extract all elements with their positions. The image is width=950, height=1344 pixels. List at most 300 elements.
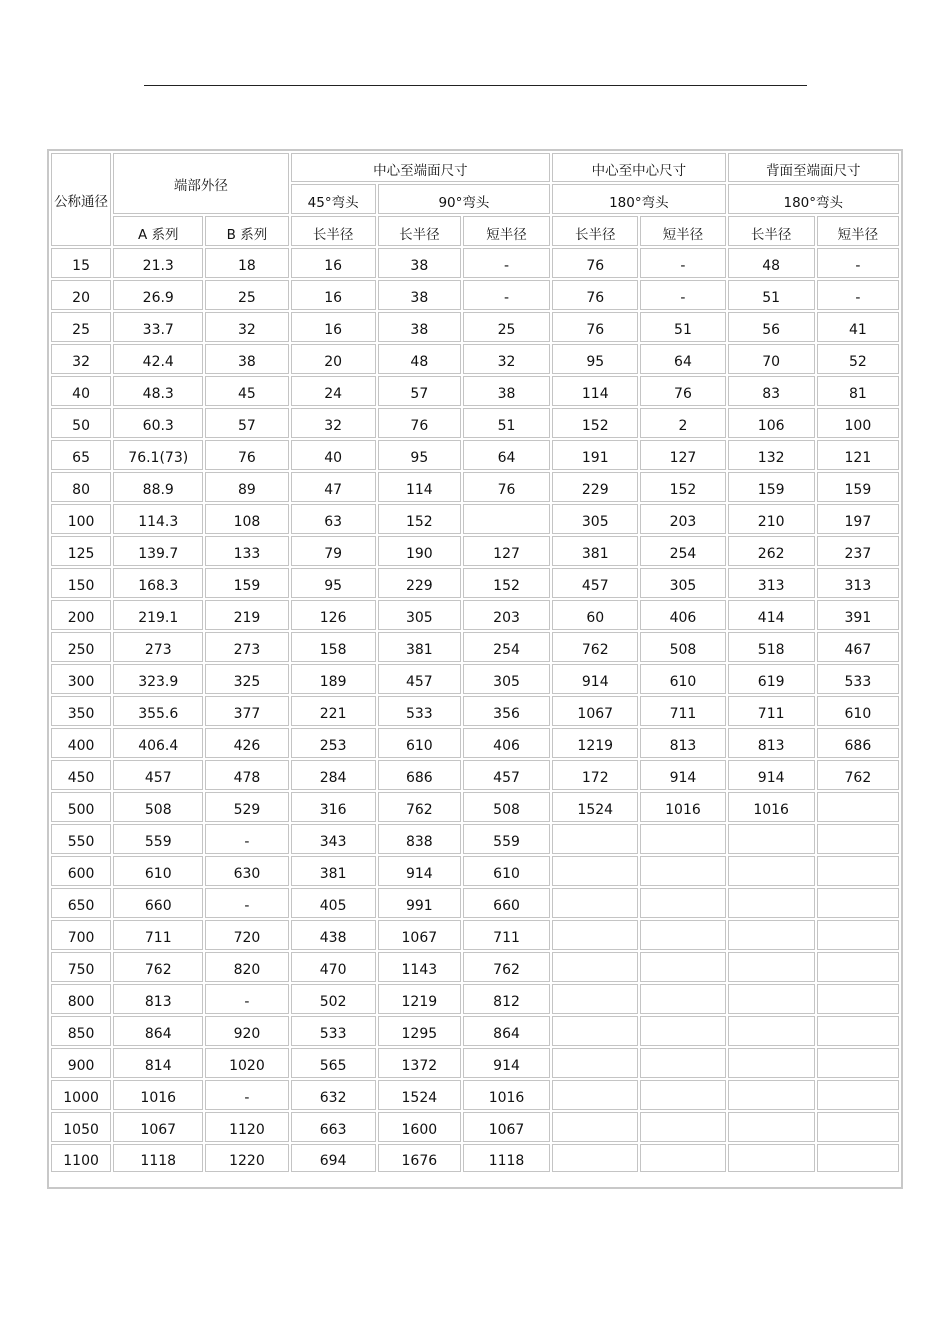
cell-180-back-long: 83 bbox=[728, 376, 815, 406]
cell-series-b-od: - bbox=[205, 984, 288, 1014]
cell-45-long: 158 bbox=[291, 632, 376, 662]
header-end-outer-diameter: 端部外径 bbox=[113, 153, 288, 214]
cell-90-long: 1295 bbox=[378, 1016, 461, 1046]
header-long-radius-45: 长半径 bbox=[291, 216, 376, 246]
cell-180-back-long: 56 bbox=[728, 312, 815, 342]
table-row bbox=[51, 696, 899, 726]
table-row bbox=[51, 856, 899, 886]
cell-series-b-od: 920 bbox=[205, 1016, 288, 1046]
cell-90-short: 25 bbox=[463, 312, 550, 342]
cell-180-center-short bbox=[640, 1016, 725, 1046]
cell-180-back-short: - bbox=[817, 280, 899, 310]
table-row bbox=[51, 760, 899, 790]
cell-series-b-od: 32 bbox=[205, 312, 288, 342]
cell-180-center-short bbox=[640, 1144, 725, 1172]
cell-45-long: 316 bbox=[291, 792, 376, 822]
cell-90-long: 76 bbox=[378, 408, 461, 438]
cell-45-long: 189 bbox=[291, 664, 376, 694]
cell-45-long: 16 bbox=[291, 312, 376, 342]
cell-90-long: 114 bbox=[378, 472, 461, 502]
cell-nominal: 750 bbox=[51, 952, 111, 982]
cell-series-a-od: 1067 bbox=[113, 1112, 203, 1142]
cell-180-back-long: 711 bbox=[728, 696, 815, 726]
cell-180-back-short: 100 bbox=[817, 408, 899, 438]
cell-series-a-od: 139.7 bbox=[113, 536, 203, 566]
cell-series-b-od: 1020 bbox=[205, 1048, 288, 1078]
cell-180-center-long bbox=[552, 1144, 638, 1172]
cell-180-back-short bbox=[817, 792, 899, 822]
cell-nominal: 300 bbox=[51, 664, 111, 694]
cell-180-back-short: 41 bbox=[817, 312, 899, 342]
cell-180-center-short bbox=[640, 952, 725, 982]
table-row bbox=[51, 1016, 899, 1046]
table-row bbox=[51, 312, 899, 342]
header-long-radius-180-center: 长半径 bbox=[552, 216, 638, 246]
table-body bbox=[51, 248, 899, 1172]
cell-nominal: 500 bbox=[51, 792, 111, 822]
cell-180-center-long: 229 bbox=[552, 472, 638, 502]
cell-180-center-short: 508 bbox=[640, 632, 725, 662]
cell-nominal: 850 bbox=[51, 1016, 111, 1046]
cell-180-back-long: 159 bbox=[728, 472, 815, 502]
cell-180-back-long bbox=[728, 1112, 815, 1142]
table-row bbox=[51, 568, 899, 598]
cell-180-back-short: 159 bbox=[817, 472, 899, 502]
cell-45-long: 16 bbox=[291, 280, 376, 310]
cell-series-a-od: 21.3 bbox=[113, 248, 203, 278]
cell-180-back-long: 106 bbox=[728, 408, 815, 438]
table-row bbox=[51, 952, 899, 982]
cell-45-long: 63 bbox=[291, 504, 376, 534]
cell-180-center-long: 457 bbox=[552, 568, 638, 598]
cell-series-a-od: 610 bbox=[113, 856, 203, 886]
dimension-table bbox=[49, 151, 901, 1174]
cell-series-a-od: 864 bbox=[113, 1016, 203, 1046]
cell-series-a-od: 42.4 bbox=[113, 344, 203, 374]
cell-90-long: 95 bbox=[378, 440, 461, 470]
cell-180-back-short: 391 bbox=[817, 600, 899, 630]
table-row bbox=[51, 408, 899, 438]
cell-180-back-long: 70 bbox=[728, 344, 815, 374]
cell-nominal: 900 bbox=[51, 1048, 111, 1078]
cell-series-b-od: 1120 bbox=[205, 1112, 288, 1142]
cell-180-center-long: 152 bbox=[552, 408, 638, 438]
cell-nominal: 350 bbox=[51, 696, 111, 726]
cell-nominal: 25 bbox=[51, 312, 111, 342]
cell-nominal: 100 bbox=[51, 504, 111, 534]
cell-180-center-long bbox=[552, 1048, 638, 1078]
table-row bbox=[51, 536, 899, 566]
cell-90-long: 533 bbox=[378, 696, 461, 726]
cell-180-center-long bbox=[552, 1112, 638, 1142]
cell-nominal: 1100 bbox=[51, 1144, 111, 1172]
cell-90-long: 838 bbox=[378, 824, 461, 854]
header-long-radius-180-back: 长半径 bbox=[728, 216, 815, 246]
cell-series-a-od: 813 bbox=[113, 984, 203, 1014]
cell-90-long: 762 bbox=[378, 792, 461, 822]
table-row bbox=[51, 1048, 899, 1078]
cell-180-back-short bbox=[817, 1080, 899, 1110]
cell-nominal: 400 bbox=[51, 728, 111, 758]
cell-45-long: 32 bbox=[291, 408, 376, 438]
cell-180-center-short: 64 bbox=[640, 344, 725, 374]
cell-series-a-od: 88.9 bbox=[113, 472, 203, 502]
table-row bbox=[51, 376, 899, 406]
cell-90-short: 406 bbox=[463, 728, 550, 758]
table-row bbox=[51, 1080, 899, 1110]
cell-90-long: 1676 bbox=[378, 1144, 461, 1172]
cell-nominal: 550 bbox=[51, 824, 111, 854]
cell-90-long: 457 bbox=[378, 664, 461, 694]
cell-series-a-od: 114.3 bbox=[113, 504, 203, 534]
cell-45-long: 126 bbox=[291, 600, 376, 630]
cell-series-b-od: 478 bbox=[205, 760, 288, 790]
cell-45-long: 502 bbox=[291, 984, 376, 1014]
cell-180-center-short bbox=[640, 984, 725, 1014]
cell-180-center-long: 191 bbox=[552, 440, 638, 470]
cell-45-long: 470 bbox=[291, 952, 376, 982]
cell-90-short: 51 bbox=[463, 408, 550, 438]
cell-series-b-od: 720 bbox=[205, 920, 288, 950]
cell-nominal: 200 bbox=[51, 600, 111, 630]
cell-180-back-short: - bbox=[817, 248, 899, 278]
header-short-radius-180-center: 短半径 bbox=[640, 216, 725, 246]
cell-180-back-short bbox=[817, 1144, 899, 1172]
cell-90-long: 38 bbox=[378, 280, 461, 310]
cell-45-long: 40 bbox=[291, 440, 376, 470]
cell-90-long: 686 bbox=[378, 760, 461, 790]
cell-180-center-short: 914 bbox=[640, 760, 725, 790]
cell-45-long: 632 bbox=[291, 1080, 376, 1110]
cell-nominal: 150 bbox=[51, 568, 111, 598]
cell-180-center-short: 305 bbox=[640, 568, 725, 598]
cell-series-a-od: 508 bbox=[113, 792, 203, 822]
cell-series-b-od: 133 bbox=[205, 536, 288, 566]
cell-180-back-long: 1016 bbox=[728, 792, 815, 822]
cell-series-a-od: 168.3 bbox=[113, 568, 203, 598]
cell-series-b-od: 273 bbox=[205, 632, 288, 662]
cell-series-b-od: - bbox=[205, 888, 288, 918]
header-long-radius-90: 长半径 bbox=[378, 216, 461, 246]
cell-series-a-od: 273 bbox=[113, 632, 203, 662]
cell-series-b-od: 630 bbox=[205, 856, 288, 886]
cell-series-a-od: 219.1 bbox=[113, 600, 203, 630]
cell-180-center-short: 711 bbox=[640, 696, 725, 726]
cell-90-short: 152 bbox=[463, 568, 550, 598]
header-elbow-90: 90°弯头 bbox=[378, 184, 550, 214]
cell-180-back-short bbox=[817, 888, 899, 918]
cell-90-short: 1016 bbox=[463, 1080, 550, 1110]
header-nominal-diameter: 公称通径 bbox=[51, 153, 111, 246]
cell-90-short: 356 bbox=[463, 696, 550, 726]
cell-series-b-od: 76 bbox=[205, 440, 288, 470]
cell-180-back-long: 914 bbox=[728, 760, 815, 790]
cell-90-short: - bbox=[463, 248, 550, 278]
table-row bbox=[51, 344, 899, 374]
header-elbow-180-back: 180°弯头 bbox=[728, 184, 899, 214]
cell-180-back-short: 686 bbox=[817, 728, 899, 758]
cell-180-back-long bbox=[728, 888, 815, 918]
cell-180-center-short bbox=[640, 1080, 725, 1110]
cell-series-a-od: 60.3 bbox=[113, 408, 203, 438]
cell-180-center-long: 76 bbox=[552, 248, 638, 278]
cell-180-back-short: 237 bbox=[817, 536, 899, 566]
cell-180-center-short: - bbox=[640, 280, 725, 310]
cell-90-short: 762 bbox=[463, 952, 550, 982]
cell-series-a-od: 660 bbox=[113, 888, 203, 918]
table-row bbox=[51, 600, 899, 630]
cell-90-long: 190 bbox=[378, 536, 461, 566]
cell-series-a-od: 1118 bbox=[113, 1144, 203, 1172]
header-elbow-45: 45°弯头 bbox=[291, 184, 376, 214]
cell-180-center-short bbox=[640, 920, 725, 950]
cell-180-back-long bbox=[728, 856, 815, 886]
cell-45-long: 47 bbox=[291, 472, 376, 502]
cell-nominal: 40 bbox=[51, 376, 111, 406]
cell-45-long: 79 bbox=[291, 536, 376, 566]
cell-180-center-long bbox=[552, 920, 638, 950]
cell-180-center-short: 152 bbox=[640, 472, 725, 502]
cell-45-long: 20 bbox=[291, 344, 376, 374]
cell-series-a-od: 48.3 bbox=[113, 376, 203, 406]
header-series-b: B 系列 bbox=[205, 216, 288, 246]
cell-90-short: 864 bbox=[463, 1016, 550, 1046]
cell-90-short: 711 bbox=[463, 920, 550, 950]
cell-180-back-long: 813 bbox=[728, 728, 815, 758]
header-back-to-end: 背面至端面尺寸 bbox=[728, 153, 899, 182]
cell-180-center-short bbox=[640, 824, 725, 854]
cell-180-center-short: 406 bbox=[640, 600, 725, 630]
cell-90-long: 48 bbox=[378, 344, 461, 374]
cell-180-center-long: 1067 bbox=[552, 696, 638, 726]
cell-180-center-long: 762 bbox=[552, 632, 638, 662]
cell-180-center-long: 60 bbox=[552, 600, 638, 630]
table-row bbox=[51, 632, 899, 662]
cell-90-short: 559 bbox=[463, 824, 550, 854]
cell-180-back-short bbox=[817, 856, 899, 886]
table-row bbox=[51, 504, 899, 534]
cell-180-back-short bbox=[817, 824, 899, 854]
cell-nominal: 20 bbox=[51, 280, 111, 310]
cell-90-long: 57 bbox=[378, 376, 461, 406]
cell-series-b-od: 89 bbox=[205, 472, 288, 502]
cell-90-short: 457 bbox=[463, 760, 550, 790]
cell-45-long: 16 bbox=[291, 248, 376, 278]
cell-90-short: 76 bbox=[463, 472, 550, 502]
cell-180-back-short bbox=[817, 984, 899, 1014]
cell-nominal: 32 bbox=[51, 344, 111, 374]
cell-90-long: 38 bbox=[378, 312, 461, 342]
cell-180-back-long bbox=[728, 920, 815, 950]
cell-45-long: 343 bbox=[291, 824, 376, 854]
cell-nominal: 250 bbox=[51, 632, 111, 662]
cell-180-back-long bbox=[728, 1080, 815, 1110]
cell-90-short bbox=[463, 504, 550, 534]
cell-90-short: 1118 bbox=[463, 1144, 550, 1172]
cell-90-short: 610 bbox=[463, 856, 550, 886]
cell-180-back-short bbox=[817, 1112, 899, 1142]
cell-nominal: 1000 bbox=[51, 1080, 111, 1110]
cell-45-long: 24 bbox=[291, 376, 376, 406]
table-row bbox=[51, 728, 899, 758]
cell-90-long: 305 bbox=[378, 600, 461, 630]
cell-series-a-od: 33.7 bbox=[113, 312, 203, 342]
cell-series-a-od: 814 bbox=[113, 1048, 203, 1078]
cell-90-long: 1219 bbox=[378, 984, 461, 1014]
cell-nominal: 15 bbox=[51, 248, 111, 278]
cell-90-long: 229 bbox=[378, 568, 461, 598]
cell-90-short: 914 bbox=[463, 1048, 550, 1078]
cell-180-center-long bbox=[552, 952, 638, 982]
cell-180-center-short bbox=[640, 1112, 725, 1142]
header-center-to-center: 中心至中心尺寸 bbox=[552, 153, 725, 182]
cell-90-long: 381 bbox=[378, 632, 461, 662]
cell-series-a-od: 762 bbox=[113, 952, 203, 982]
cell-series-a-od: 559 bbox=[113, 824, 203, 854]
cell-series-b-od: 1220 bbox=[205, 1144, 288, 1172]
cell-180-back-short: 533 bbox=[817, 664, 899, 694]
cell-180-back-short: 121 bbox=[817, 440, 899, 470]
header-series-a: A 系列 bbox=[113, 216, 203, 246]
header-elbow-180-center: 180°弯头 bbox=[552, 184, 725, 214]
cell-180-back-long: 518 bbox=[728, 632, 815, 662]
cell-180-back-short: 467 bbox=[817, 632, 899, 662]
table-row bbox=[51, 920, 899, 950]
cell-series-b-od: 159 bbox=[205, 568, 288, 598]
cell-series-a-od: 26.9 bbox=[113, 280, 203, 310]
cell-180-back-long: 51 bbox=[728, 280, 815, 310]
cell-series-a-od: 406.4 bbox=[113, 728, 203, 758]
cell-90-long: 152 bbox=[378, 504, 461, 534]
cell-180-center-long: 1524 bbox=[552, 792, 638, 822]
cell-90-long: 1067 bbox=[378, 920, 461, 950]
header-center-to-end: 中心至端面尺寸 bbox=[291, 153, 551, 182]
cell-series-b-od: 18 bbox=[205, 248, 288, 278]
cell-series-a-od: 323.9 bbox=[113, 664, 203, 694]
cell-180-back-long: 313 bbox=[728, 568, 815, 598]
cell-90-short: 203 bbox=[463, 600, 550, 630]
cell-90-short: 812 bbox=[463, 984, 550, 1014]
cell-series-b-od: 426 bbox=[205, 728, 288, 758]
cell-series-b-od: - bbox=[205, 1080, 288, 1110]
cell-90-long: 1372 bbox=[378, 1048, 461, 1078]
cell-180-back-long bbox=[728, 1144, 815, 1172]
cell-45-long: 565 bbox=[291, 1048, 376, 1078]
cell-180-center-long bbox=[552, 824, 638, 854]
cell-90-long: 914 bbox=[378, 856, 461, 886]
cell-90-short: 254 bbox=[463, 632, 550, 662]
cell-series-b-od: 820 bbox=[205, 952, 288, 982]
table-row bbox=[51, 440, 899, 470]
cell-series-a-od: 355.6 bbox=[113, 696, 203, 726]
cell-90-long: 1524 bbox=[378, 1080, 461, 1110]
cell-45-long: 381 bbox=[291, 856, 376, 886]
cell-180-center-long: 114 bbox=[552, 376, 638, 406]
cell-nominal: 450 bbox=[51, 760, 111, 790]
cell-series-b-od: 219 bbox=[205, 600, 288, 630]
cell-series-b-od: 377 bbox=[205, 696, 288, 726]
cell-nominal: 65 bbox=[51, 440, 111, 470]
cell-180-back-short bbox=[817, 1048, 899, 1078]
cell-nominal: 650 bbox=[51, 888, 111, 918]
cell-series-b-od: 325 bbox=[205, 664, 288, 694]
cell-90-long: 610 bbox=[378, 728, 461, 758]
cell-90-short: 305 bbox=[463, 664, 550, 694]
cell-180-center-long bbox=[552, 1080, 638, 1110]
table-row bbox=[51, 1112, 899, 1142]
cell-45-long: 221 bbox=[291, 696, 376, 726]
cell-180-center-short: 76 bbox=[640, 376, 725, 406]
cell-45-long: 95 bbox=[291, 568, 376, 598]
cell-45-long: 694 bbox=[291, 1144, 376, 1172]
cell-nominal: 50 bbox=[51, 408, 111, 438]
cell-180-back-short: 762 bbox=[817, 760, 899, 790]
cell-series-a-od: 1016 bbox=[113, 1080, 203, 1110]
cell-90-long: 1143 bbox=[378, 952, 461, 982]
elbow-dimension-table bbox=[47, 149, 903, 1189]
cell-180-back-long: 619 bbox=[728, 664, 815, 694]
cell-180-center-short bbox=[640, 888, 725, 918]
cell-180-center-long: 172 bbox=[552, 760, 638, 790]
cell-180-back-long bbox=[728, 1016, 815, 1046]
cell-90-short: - bbox=[463, 280, 550, 310]
cell-180-back-long: 210 bbox=[728, 504, 815, 534]
cell-nominal: 800 bbox=[51, 984, 111, 1014]
cell-series-b-od: 57 bbox=[205, 408, 288, 438]
cell-45-long: 253 bbox=[291, 728, 376, 758]
table-row bbox=[51, 824, 899, 854]
header-short-radius-90: 短半径 bbox=[463, 216, 550, 246]
cell-180-back-short: 197 bbox=[817, 504, 899, 534]
cell-180-back-short: 313 bbox=[817, 568, 899, 598]
cell-180-center-short: 127 bbox=[640, 440, 725, 470]
cell-90-short: 660 bbox=[463, 888, 550, 918]
cell-90-short: 64 bbox=[463, 440, 550, 470]
table-row bbox=[51, 248, 899, 278]
cell-series-b-od: 38 bbox=[205, 344, 288, 374]
cell-180-center-short: 203 bbox=[640, 504, 725, 534]
cell-series-a-od: 457 bbox=[113, 760, 203, 790]
cell-series-b-od: - bbox=[205, 824, 288, 854]
table-row bbox=[51, 472, 899, 502]
cell-180-back-long bbox=[728, 1048, 815, 1078]
cell-180-center-long: 76 bbox=[552, 312, 638, 342]
cell-180-center-short: 813 bbox=[640, 728, 725, 758]
cell-series-b-od: 25 bbox=[205, 280, 288, 310]
table-row bbox=[51, 792, 899, 822]
cell-180-back-long bbox=[728, 952, 815, 982]
cell-series-b-od: 108 bbox=[205, 504, 288, 534]
cell-180-back-long: 132 bbox=[728, 440, 815, 470]
cell-180-center-long bbox=[552, 856, 638, 886]
cell-90-short: 127 bbox=[463, 536, 550, 566]
cell-90-short: 38 bbox=[463, 376, 550, 406]
cell-series-b-od: 529 bbox=[205, 792, 288, 822]
cell-180-back-short bbox=[817, 952, 899, 982]
cell-180-center-long: 914 bbox=[552, 664, 638, 694]
cell-180-center-short: 254 bbox=[640, 536, 725, 566]
cell-90-short: 508 bbox=[463, 792, 550, 822]
cell-180-back-short: 610 bbox=[817, 696, 899, 726]
cell-180-back-short bbox=[817, 920, 899, 950]
cell-45-long: 284 bbox=[291, 760, 376, 790]
cell-180-center-short: 51 bbox=[640, 312, 725, 342]
table-row bbox=[51, 888, 899, 918]
cell-180-center-long: 95 bbox=[552, 344, 638, 374]
cell-180-back-short bbox=[817, 1016, 899, 1046]
cell-45-long: 663 bbox=[291, 1112, 376, 1142]
table-row bbox=[51, 1144, 899, 1172]
